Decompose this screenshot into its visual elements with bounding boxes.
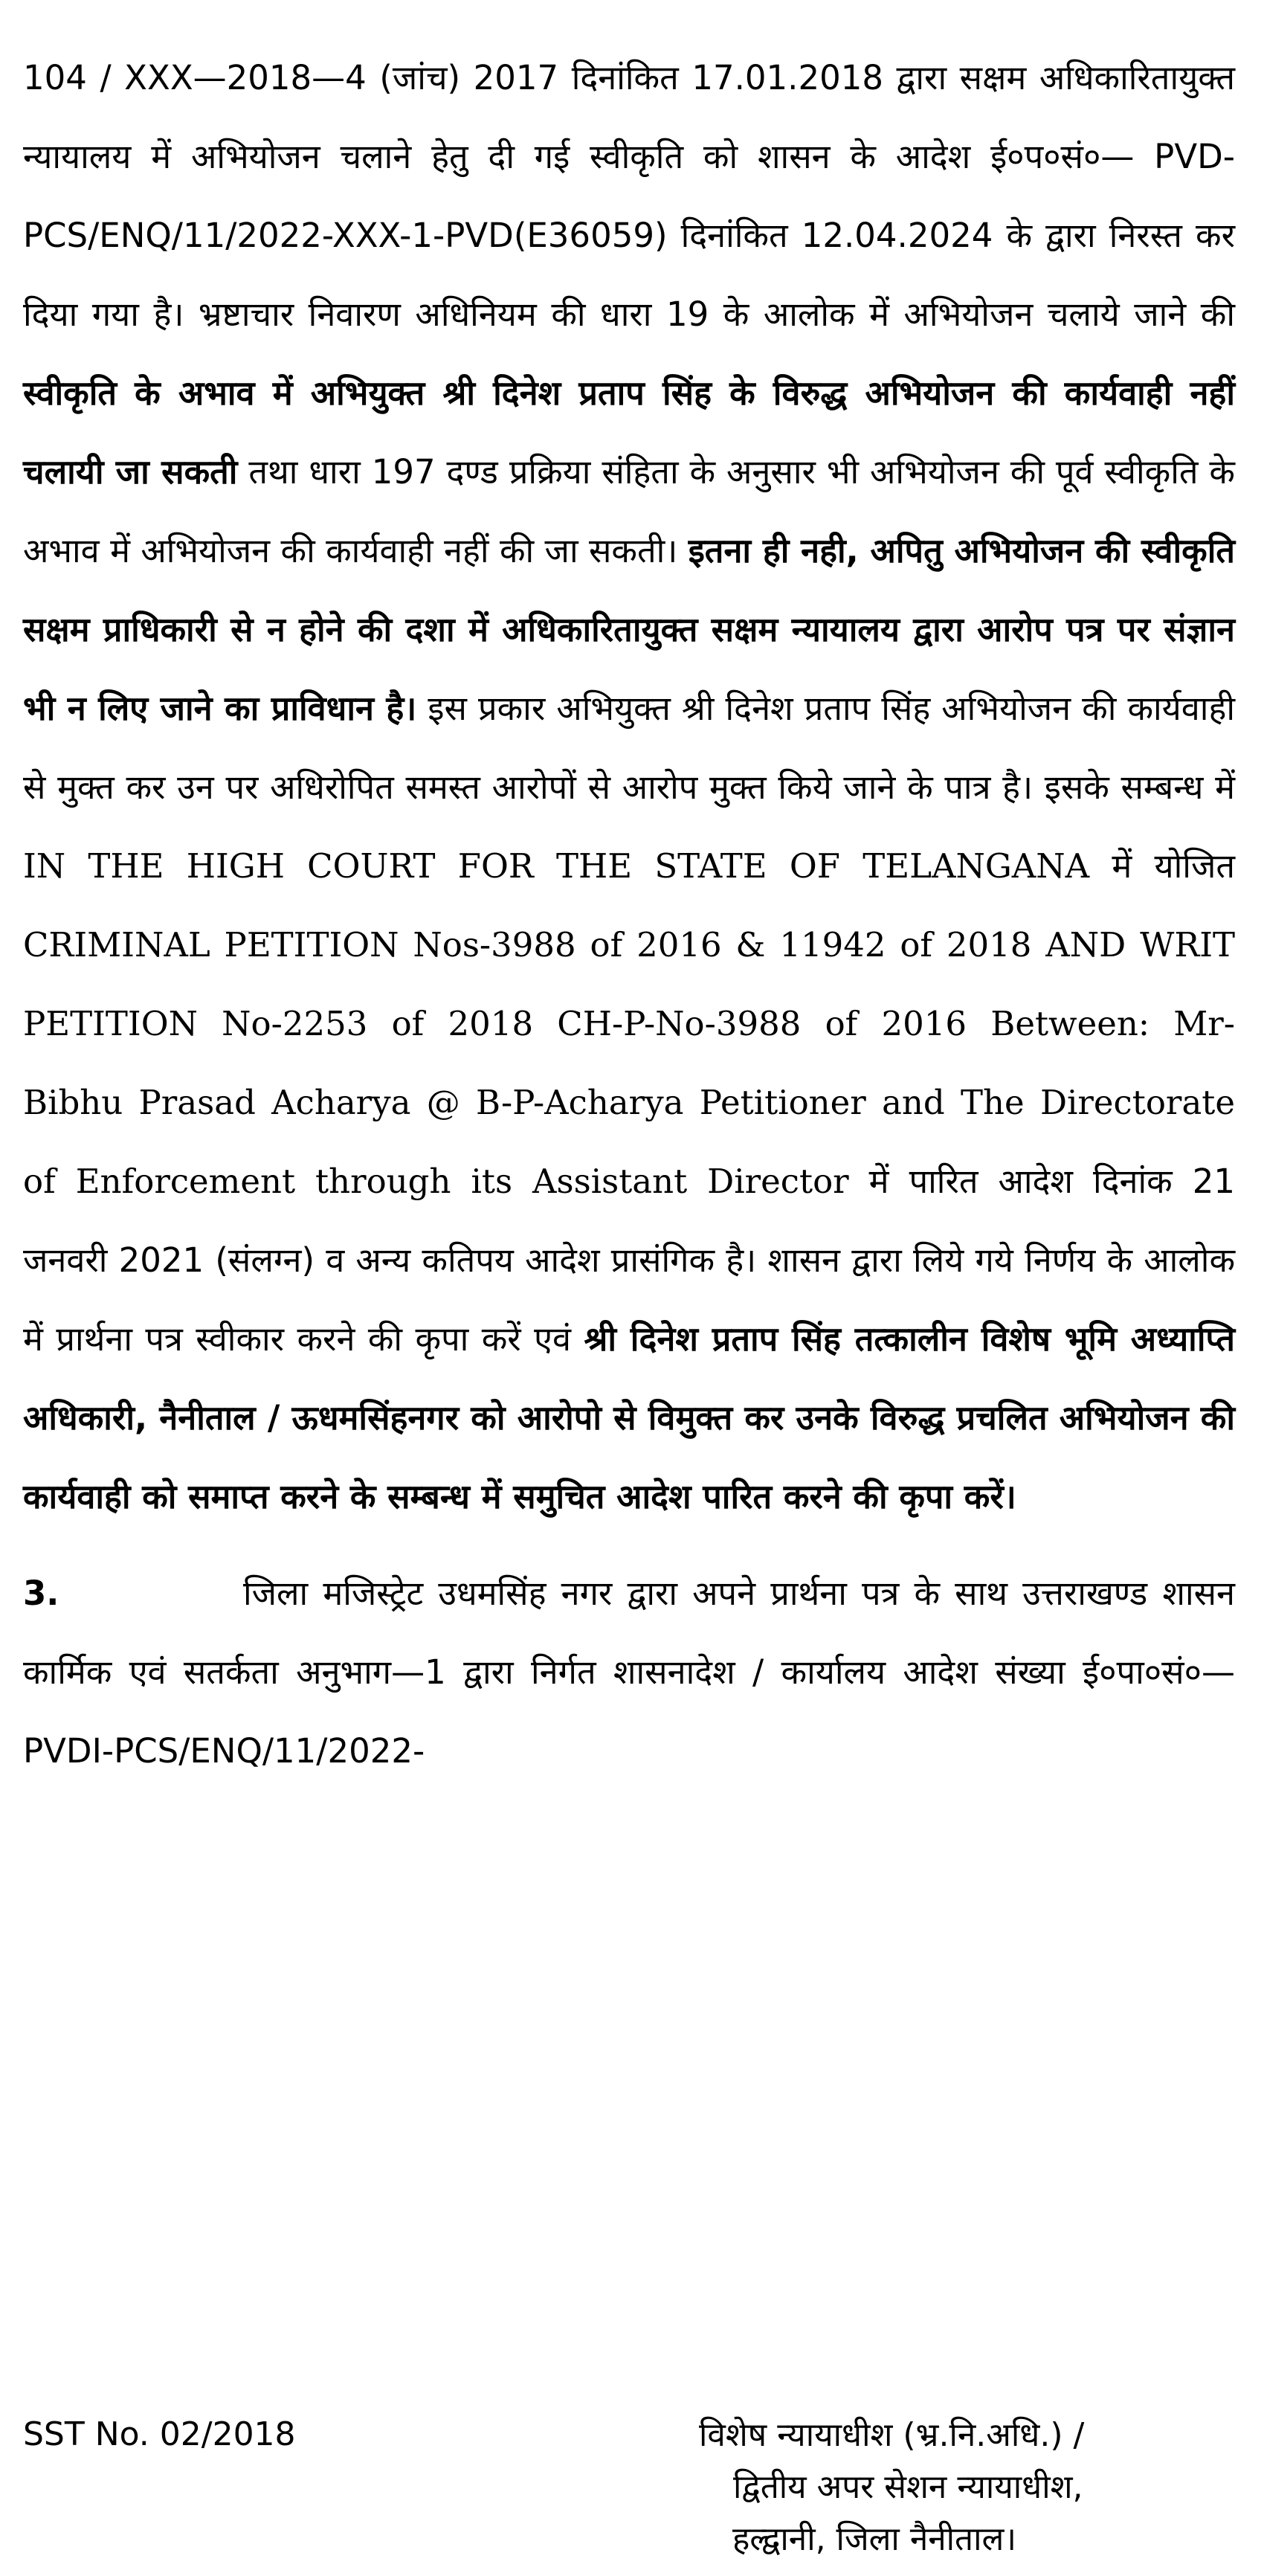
paragraph-continuation bbox=[23, 39, 1235, 1536]
footer-case-number: SST No. 02/2018 bbox=[23, 2415, 296, 2453]
paragraph-text: 104 / XXX—2018—4 (जांच) 2017 दिनांकित 17.01.2018 द्वारा सक्षम अधिकारितायुक्त न्यायालय में अभियोजन चलाने हेतु दी गई स्वीकृति को शासन के आदेश ई०प०सं०— PVD-PCS/ENQ/11/2022-XXX-1-PVD(E36059) दिनांकित 12.04.2024 के द्वारा निरस्त कर दिया गया है। भ्रष्टाचार निवारण अधिनियम की धारा 19 के आलोक में अभियोजन चलाये जाने की bbox=[23, 58, 1235, 334]
paragraph-text: तथा धारा 197 दण्ड प्रक्रिया संहिता के अनुसार भी अभियोजन की पूर्व स्वीकृति के अभाव में अभियोजन की कार्यवाही नहीं की जा सकती। bbox=[23, 452, 1235, 570]
paragraph-text: इस प्रकार अभियुक्त श्री दिनेश प्रताप सिंह अभियोजन की कार्यवाही से मुक्त कर उन पर अधिरोपित समस्त आरोपों से आरोप मुक्त किये जाने के पात्र है। इसके सम्बन्ध में bbox=[23, 689, 1235, 807]
paragraph-bold-text: इतना ही नही, अपितु अभियोजन की स्वीकृति सक्षम प्राधिकारी से न होने की दशा में अधिकारितायुक्त सक्षम न्यायालय द्वारा आरोप पत्र पर संज्ञान भी न लिए जाने का प्राविधान है। bbox=[23, 531, 1235, 728]
paragraph-number: 3. bbox=[23, 1574, 59, 1613]
paragraph-text: में योजित bbox=[1089, 846, 1235, 886]
judge-designation-line: द्वितीय अपर सेशन न्यायाधीश, bbox=[733, 2468, 1083, 2506]
numbered-paragraph-3 bbox=[23, 1554, 1235, 1791]
footer-judge-designation bbox=[699, 2409, 1175, 2566]
document-body bbox=[23, 39, 1235, 1791]
case-citation: CRIMINAL PETITION Nos-3988 of 2016 & 11942 of 2018 AND WRIT PETITION No-2253 of 2018 CH-P-No-3988 of 2016 Between: Mr- Bibhu Prasad Acharya @ B-P-Acharya Petitioner and The Directorate of Enforcement through its Assistant Director bbox=[23, 925, 1235, 1201]
court-name-citation: IN THE HIGH COURT FOR THE STATE OF TELANGANA bbox=[23, 846, 1090, 886]
paragraph-text: जिला मजिस्ट्रेट उधमसिंह नगर द्वारा अपने प्रार्थना पत्र के साथ उत्तराखण्ड शासन कार्मिक एवं सतर्कता अनुभाग—1 द्वारा निर्गत शासनादेश / कार्यालय आदेश संख्या ई०पा०सं०—PVDI-PCS/ENQ/11/2022- bbox=[23, 1574, 1235, 1771]
judge-location-line: हल्द्वानी, जिला नैनीताल। bbox=[732, 2520, 1017, 2558]
paragraph-bold-text: श्री दिनेश प्रताप सिंह तत्कालीन विशेष भूमि अध्याप्ति अधिकारी, नैनीताल / ऊधमसिंहनगर को आरोपो से विमुक्त कर उनके विरुद्ध प्रचलित अभियोजन की कार्यवाही को समाप्त करने के सम्बन्ध में समुचित आदेश पारित करने की कृपा करें। bbox=[23, 1319, 1236, 1516]
judge-designation-line: विशेष न्यायाधीश (भ्र.नि.अधि.) / bbox=[699, 2416, 1085, 2454]
paragraph-bold-text: स्वीकृति के अभाव में अभियुक्त श्री दिनेश प्रताप सिंह के विरुद्ध अभियोजन की कार्यवाही नहीं चलायी जा सकती bbox=[23, 373, 1235, 492]
paragraph-text: में पारित आदेश दिनांक 21 जनवरी 2021 (संलग्न) व अन्य कतिपय आदेश प्रासंगिक है। शासन द्वारा लिये गये निर्णय के आलोक में प्रार्थना पत्र स्वीकार करने की कृपा करें एवं bbox=[23, 1162, 1235, 1359]
